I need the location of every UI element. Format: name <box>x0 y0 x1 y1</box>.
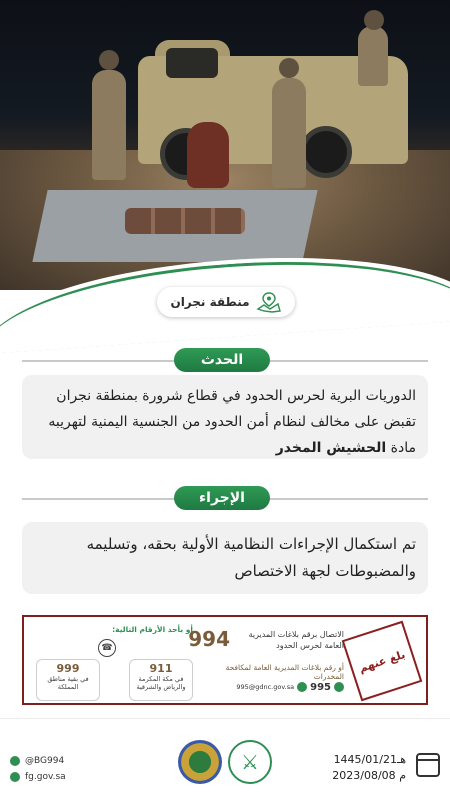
report-stamp: بلغ عنهم <box>342 621 423 702</box>
soldier-head <box>364 10 384 30</box>
report-email[interactable]: 995@gdnc.gov.sa <box>236 683 295 691</box>
soldier-head <box>279 58 299 78</box>
twitter-handle: @BG994 <box>25 756 65 766</box>
report-contact-row <box>194 677 344 697</box>
soldier <box>272 78 306 188</box>
ministry-emblem-logo: ⚔ <box>228 740 272 784</box>
phone-icon: ☎ <box>98 639 116 657</box>
seized-sacks <box>125 208 245 234</box>
event-header <box>22 350 428 372</box>
website-link[interactable] <box>10 769 66 785</box>
report-call-text: الاتصال برقم بلاغات المديرية العامة لحرس الحدود <box>248 630 344 650</box>
number-card[interactable] <box>36 659 100 701</box>
hijri-date: 1445/01/21هـ <box>333 753 406 766</box>
action-text: تم استكمال الإجراءات النظامية الأولية بحقه، وتسليمه والمضبوطات لجهة الاختصاص <box>86 535 416 580</box>
number-card[interactable] <box>129 659 193 701</box>
truck-wheel <box>300 126 352 178</box>
event-highlight: الحشيش المخدر <box>275 440 387 456</box>
soldier-gunner <box>358 26 388 86</box>
website-url: fg.gov.sa <box>25 772 66 782</box>
event-title: الحدث <box>174 348 270 372</box>
report-drug-number[interactable]: 995 <box>310 681 331 693</box>
region-badge <box>157 287 295 317</box>
action-title: الإجراء <box>174 486 270 510</box>
social-links <box>10 753 66 785</box>
globe-icon <box>10 772 20 782</box>
region-label: منطقة نجران <box>170 295 250 309</box>
footer-divider <box>0 718 450 719</box>
twitter-icon <box>10 756 20 766</box>
report-main-number: 994 <box>188 627 230 651</box>
action-header <box>22 488 428 510</box>
hero-photo <box>0 0 450 290</box>
gregorian-date: 2023/08/08 م <box>332 769 406 782</box>
email-icon <box>297 682 307 692</box>
number-value: 911 <box>149 662 173 675</box>
map-pin-icon <box>256 291 282 313</box>
other-numbers <box>32 625 197 699</box>
soldier-head <box>99 50 119 70</box>
calendar-icon <box>416 753 440 777</box>
date-block <box>332 752 406 784</box>
number-desc: في مكة المكرمة والرياض والشرقية <box>136 675 186 691</box>
report-drug-text: أو رقم بلاغات المديرية العامة لمكافحة المخدرات <box>225 663 344 681</box>
other-numbers-title: أو بأحد الأرقام التالية: <box>112 625 193 634</box>
number-desc: في بقية مناطق المملكة <box>47 675 89 691</box>
number-value: 999 <box>56 662 80 675</box>
twitter-link[interactable] <box>10 753 66 769</box>
detainee <box>187 122 229 188</box>
phone-icon <box>334 682 344 692</box>
soldier <box>92 70 126 180</box>
truck-window <box>166 48 218 78</box>
border-guard-logo <box>178 740 222 784</box>
action-text-box <box>22 522 428 594</box>
event-text: الدوريات البرية لحرس الحدود في قطاع شرورة بمنطقة نجران تقبض على مخالف لنظام أمن الحدود من الجنسية اليمنية لتهريبه مادة <box>48 388 416 456</box>
report-box <box>22 615 428 705</box>
event-text-box <box>22 375 428 459</box>
